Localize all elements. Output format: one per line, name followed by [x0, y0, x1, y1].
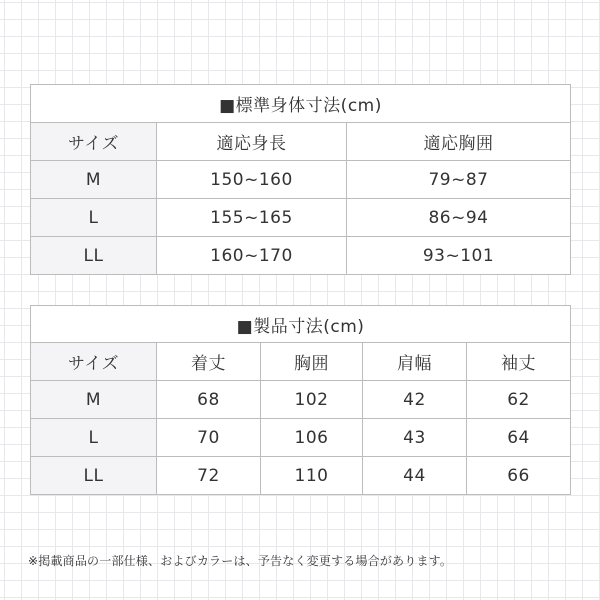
size-cell: L [31, 199, 157, 237]
column-header-sleeve: 袖丈 [467, 343, 571, 381]
sleeve-cell: 64 [467, 419, 571, 457]
standard-body-size-table [30, 84, 571, 275]
size-cell: M [31, 381, 157, 419]
chest-cell: 106 [261, 419, 363, 457]
column-header-chest: 胸囲 [261, 343, 363, 381]
length-cell: 70 [157, 419, 261, 457]
column-header-size: サイズ [31, 343, 157, 381]
product-size-table [30, 305, 571, 495]
size-cell: LL [31, 237, 157, 275]
shoulder-cell: 44 [363, 457, 467, 495]
table-row [31, 457, 571, 495]
table-row [31, 381, 571, 419]
column-header-chest: 適応胸囲 [347, 123, 571, 161]
chest-cell: 79~87 [347, 161, 571, 199]
table-row [31, 419, 571, 457]
size-cell: LL [31, 457, 157, 495]
sleeve-cell: 66 [467, 457, 571, 495]
chest-cell: 102 [261, 381, 363, 419]
size-cell: L [31, 419, 157, 457]
chest-cell: 86~94 [347, 199, 571, 237]
table-row [31, 199, 571, 237]
height-cell: 160~170 [157, 237, 347, 275]
disclaimer-note: ※掲載商品の一部仕様、およびカラーは、予告なく変更する場合があります。 [28, 554, 453, 568]
table-title: ■標準身体寸法(cm) [31, 85, 571, 123]
column-header-shoulder: 肩幅 [363, 343, 467, 381]
chest-cell: 93~101 [347, 237, 571, 275]
column-header-height: 適応身長 [157, 123, 347, 161]
length-cell: 68 [157, 381, 261, 419]
length-cell: 72 [157, 457, 261, 495]
shoulder-cell: 42 [363, 381, 467, 419]
shoulder-cell: 43 [363, 419, 467, 457]
table-row [31, 237, 571, 275]
table-title: ■製品寸法(cm) [31, 306, 571, 343]
size-cell: M [31, 161, 157, 199]
column-header-size: サイズ [31, 123, 157, 161]
height-cell: 155~165 [157, 199, 347, 237]
sleeve-cell: 62 [467, 381, 571, 419]
chest-cell: 110 [261, 457, 363, 495]
height-cell: 150~160 [157, 161, 347, 199]
column-header-length: 着丈 [157, 343, 261, 381]
table-row [31, 161, 571, 199]
